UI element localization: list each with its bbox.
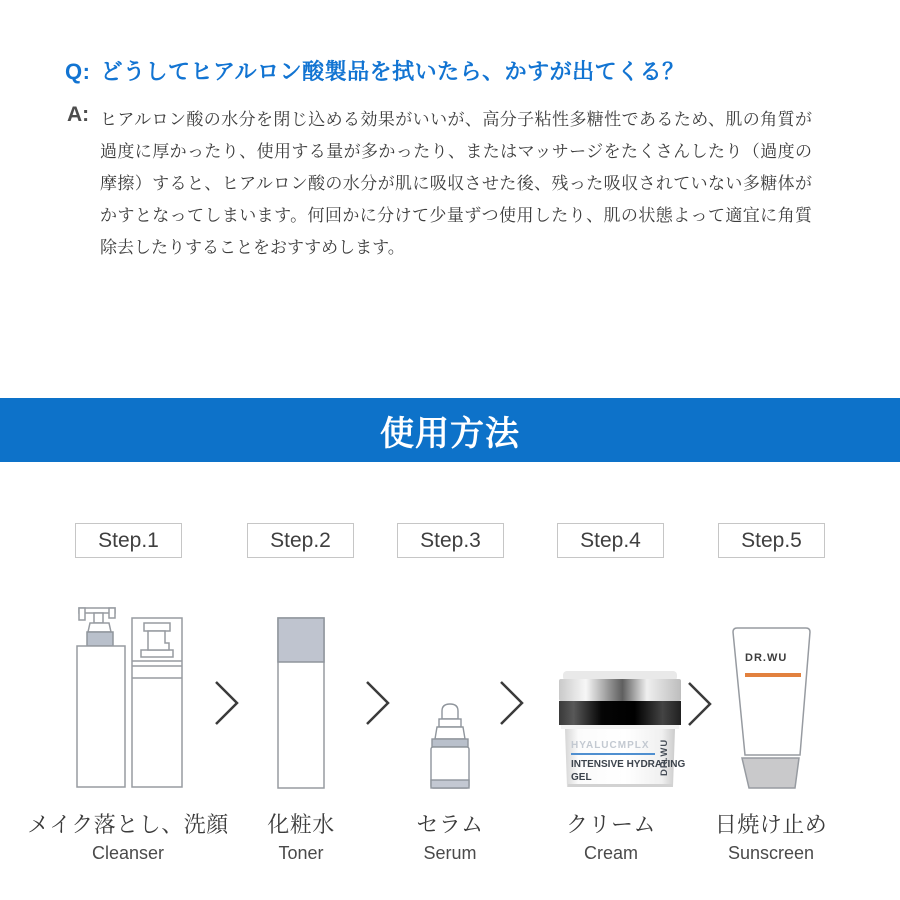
- product-name-en: Serum: [423, 843, 477, 863]
- serum-illustration: [429, 699, 471, 791]
- cleanser-illustration: [73, 606, 183, 790]
- product-label-sunscreen: [661, 808, 881, 864]
- question-row: [65, 55, 685, 86]
- tube-brand-text: DR.WU: [745, 652, 788, 664]
- step-3-box: Step.3: [397, 523, 504, 558]
- answer-label: A:: [67, 103, 90, 126]
- chevron-right-icon: [214, 680, 240, 726]
- cream-jar-illustration: [551, 666, 689, 796]
- step-4-box: Step.4: [557, 523, 664, 558]
- tube-orange-line: [745, 673, 801, 677]
- step-1-box: Step.1: [75, 523, 182, 558]
- jar-product-line1: INTENSIVE HYDRATING: [571, 759, 686, 770]
- jar-blue-rule: [571, 753, 655, 755]
- product-name-ja: クリーム: [565, 812, 656, 837]
- section-banner-title: 使用方法: [380, 414, 520, 453]
- product-name-en: Cleanser: [91, 843, 165, 863]
- jar-brand-vertical: DR.WU: [659, 738, 670, 776]
- toner-illustration: [276, 616, 326, 790]
- question-text: どうしてヒアルロン酸製品を拭いたら、かすが出てくる？: [100, 59, 685, 84]
- chevron-right-icon: [499, 680, 525, 726]
- answer-text: ヒアルロン酸の水分を閉じ込める効果がいいが、高分子粘性多糖性であるため、肌の角質が過度に厚かったり、使用する量が多かったり、またはマッサージをたくさんしたり（過度の摩擦）すると、ヒアルロン酸の水分が肌に吸収させた後、残った吸収されていない多糖体がかすとなってしまいます。何回かに分けて少量ずつ使用したり、肌の状態よって適宜に角質除去したりすることをおすすめします。: [100, 110, 812, 257]
- product-name-ja: 日焼け止め: [714, 812, 828, 837]
- product-name-en: Cream: [583, 843, 638, 863]
- product-name-ja: 化粧水: [267, 812, 335, 837]
- section-banner: [0, 398, 900, 462]
- product-name-en: Toner: [278, 843, 324, 863]
- product-name-ja: メイク落とし、洗顔: [27, 812, 229, 837]
- jar-product-line2: GEL: [571, 772, 592, 783]
- chevron-right-icon: [687, 681, 713, 727]
- step-5-box: Step.5: [718, 523, 825, 558]
- sunscreen-tube-illustration: [722, 624, 820, 792]
- product-name-en: Sunscreen: [727, 843, 815, 863]
- product-name-ja: セラム: [416, 812, 484, 837]
- question-label: Q:: [65, 59, 91, 84]
- step-2-box: Step.2: [247, 523, 354, 558]
- chevron-right-icon: [365, 680, 391, 726]
- jar-brand-line: HYALUCMPLX: [571, 740, 650, 751]
